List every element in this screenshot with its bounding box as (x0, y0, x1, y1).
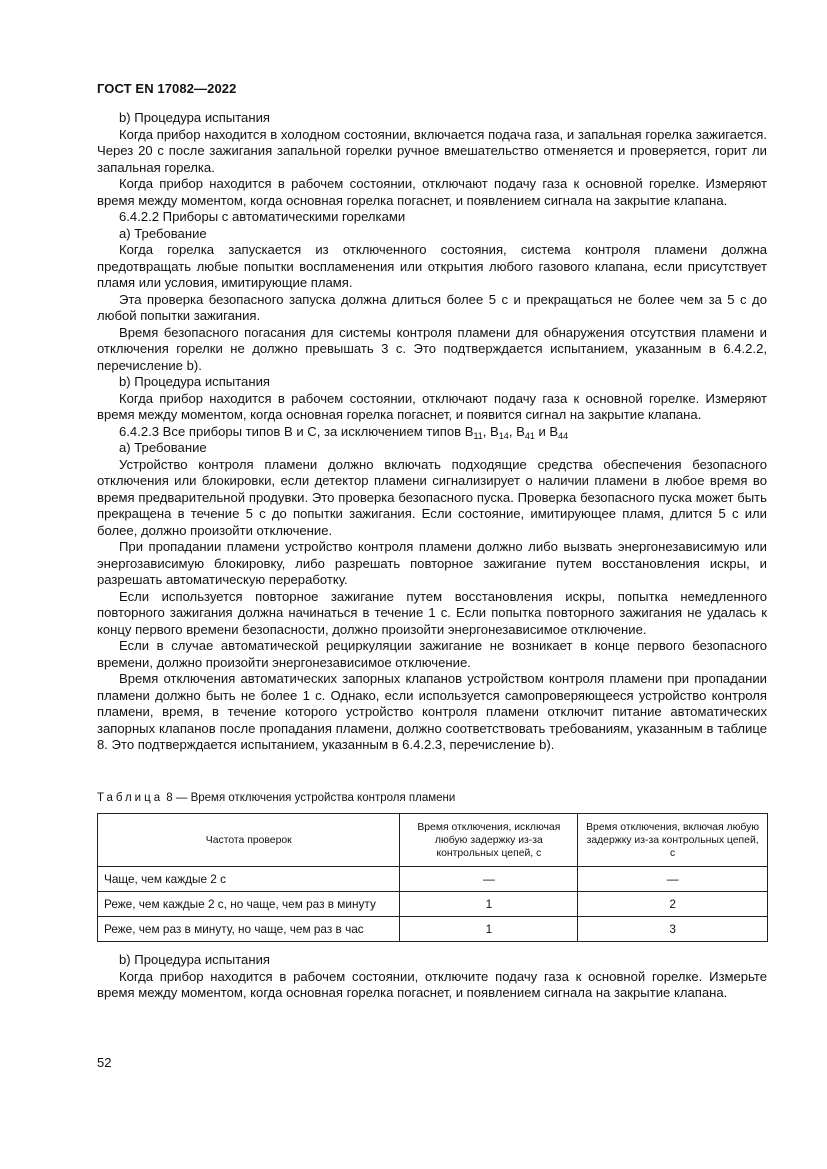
separator: и B (534, 423, 559, 439)
paragraph: Когда прибор находится в рабочем состоянии, отключите подачу газа к основной горелке. Измерьте время между моментом, когда основная горелка погаснет, и появлением сигнала на закрытие клапана. (97, 968, 767, 1000)
table-cell: Чаще, чем каждые 2 с (98, 867, 400, 892)
table-cell: — (400, 867, 578, 892)
section-prefix: 6.4.2.3 Все приборы типов B и C, за исключением типов B (119, 423, 474, 439)
separator: , B (508, 423, 525, 439)
table-row (98, 892, 768, 917)
paragraph: b) Процедура испытания (119, 374, 270, 389)
subscript: 44 (558, 430, 569, 441)
table-row (98, 867, 768, 892)
table-caption-word: Таблица (97, 792, 164, 804)
paragraph: а) Требование (119, 225, 207, 241)
paragraph: При пропадании пламени устройство контроля пламени должно либо вызвать энергонезависимую или энергозависимую блокировку, либо разрешать повторное зажигание путем восстановления искры, и разрешать автоматическую переработку. (97, 539, 767, 587)
table-cell: Реже, чем каждые 2 с, но чаще, чем раз в минуту (98, 892, 400, 917)
paragraph: Когда горелка запускается из отключенного состояния, система контроля пламени должна предотвращать любые попытки воспламенения или открытия любого газового клапана, если присутствует пламя или условия, имитирующие пламя. (97, 242, 767, 290)
paragraph: b) Процедура испытания (119, 952, 270, 967)
table-cell: 1 (400, 917, 578, 942)
subscript: 11 (473, 430, 483, 441)
section-heading: 6.4.2.2 Приборы с автоматическими горелками (119, 209, 406, 224)
table-cell: 2 (578, 892, 768, 917)
table-8 (97, 813, 768, 942)
paragraph: b) Процедура испытания (119, 110, 270, 125)
column-header: Время отключения, исключая любую задержку из-за контрольных цепей, с (400, 814, 578, 867)
paragraph: Время отключения автоматических запорных клапанов устройством контроля пламени при пропадании пламени должно быть не более 1 с. Однако, если используется самопроверяющееся устройство контроля пламени, время, в течение которого устройство контроля пламени отключит питание автоматических запорных клапанов после пропадания пламени, должно соответствовать требованиям, указанным в таблице 8. Это подтверждается испытанием, указанным в 6.4.2.3, перечисление b). (97, 671, 767, 752)
paragraph: Когда прибор находится в рабочем состоянии, отключают подачу газа к основной горелке. Измеряют время между моментом, когда основная горелка погаснет, и появится сигнал на закрытие клапана. (97, 390, 767, 422)
subscript: 41 (524, 430, 535, 441)
table-caption-title: 8 — Время отключения устройства контроля пламени (163, 792, 456, 804)
main-text (97, 110, 767, 754)
page-number: 52 (97, 1055, 112, 1070)
column-header: Время отключения, включая любую задержку из-за контрольных цепей, с (578, 814, 768, 867)
paragraph: Устройство контроля пламени должно включать подходящие средства обеспечения безопасного отключения или блокировки, если детектор пламени сигнализирует о наличии пламени в любое время во время предварительной продувки. Это проверка безопасного пуска. Проверка безопасного пуска может быть прекращена в течение 5 с до попытки зажигания. Если состояние, имитирующее пламя, длится 5 с или более, должно произойти отключение. (97, 456, 767, 538)
after-table-text (97, 952, 767, 1002)
subscript: 14 (498, 430, 509, 441)
paragraph: Время безопасного погасания для системы контроля пламени для обнаружения отсутствия пламени и отключения горелки не должно превышать 3 с. Это подтверждается испытанием, указанным в 6.4.2.2, перечисление b). (97, 324, 767, 373)
paragraph: а) Требование (119, 440, 207, 455)
section-heading-6-4-2-3 (97, 424, 767, 441)
paragraph: Эта проверка безопасного запуска должна длиться более 5 с и прекращаться не более чем за 5 с до любой попытки зажигания. (97, 291, 767, 323)
table-cell: Реже, чем раз в минуту, но чаще, чем раз в час (98, 917, 400, 942)
table-header-row (98, 814, 768, 867)
paragraph: Когда прибор находится в холодном состоянии, включается подача газа, и запальная горелка зажигается. Через 20 с после зажигания запальной горелки ручное вмешательство отменяется и проверяется, горит ли запальная горелка. (97, 126, 767, 175)
paragraph: Когда прибор находится в рабочем состоянии, отключают подачу газа к основной горелке. Измеряют время между моментом, когда основная горелка погаснет, и появлением сигнала на закрытие клапана. (97, 176, 767, 208)
table-cell: 1 (400, 892, 578, 917)
table-caption (97, 792, 455, 804)
table-cell: 3 (578, 917, 768, 942)
table-cell: — (578, 867, 768, 892)
document-header: ГОСТ EN 17082—2022 (97, 81, 237, 96)
paragraph: Если используется повторное зажигание путем восстановления искры, попытка немедленного повторного зажигания должна начинаться в течение 1 с. Если попытка повторного зажигания не удалась к концу первого времени безопасности, должно произойти энергонезависимое отключение. (97, 588, 767, 637)
paragraph: Если в случае автоматической рециркуляции зажигание не возникает в конце первого безопасного времени, должно произойти энергонезависимое отключение. (97, 638, 767, 670)
separator: , B (482, 423, 499, 439)
table-row (98, 917, 768, 942)
column-header: Частота проверок (98, 814, 400, 867)
